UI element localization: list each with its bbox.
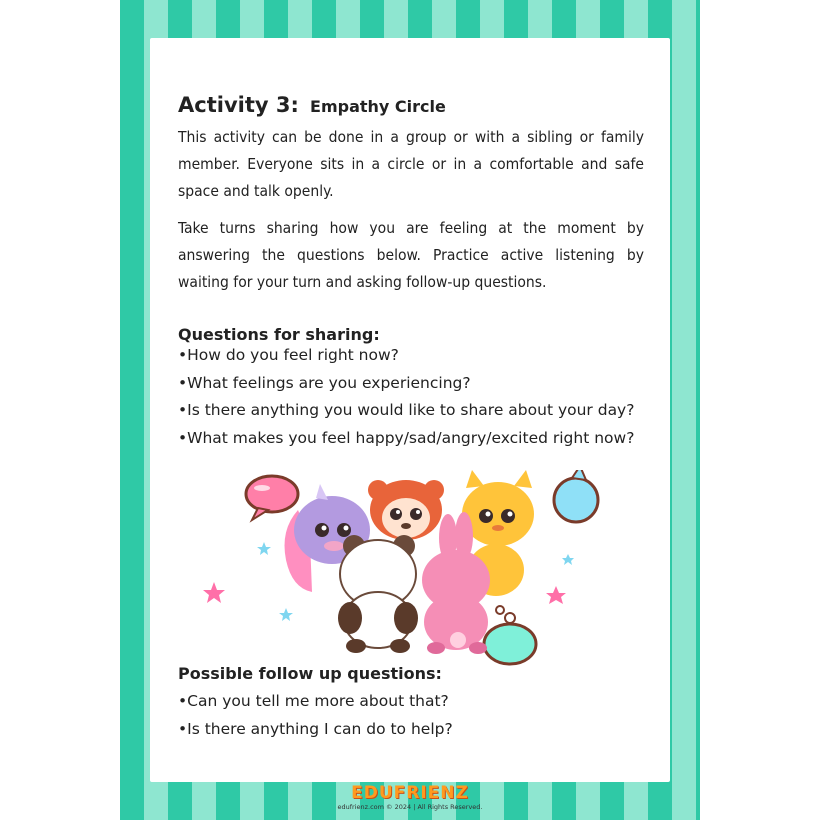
list-item: • What feelings are you experiencing?: [178, 370, 634, 398]
copyright-text: edufrienz.com © 2024 | All Rights Reserved.: [337, 803, 483, 811]
sharing-questions-list: [178, 342, 634, 452]
followup-heading: Possible follow up questions:: [178, 664, 442, 683]
brand-logo: EDUFRIENZ: [351, 783, 469, 803]
red-panda-character: [368, 480, 444, 540]
list-item: • Can you tell me more about that?: [178, 688, 453, 716]
intro-paragraph-1: This activity can be done in a group or with a sibling or family member. Everyone sits in a circle or in a comfortable and safe space and talk openly.: [178, 128, 644, 200]
list-item: • What makes you feel happy/sad/angry/excited right now?: [178, 425, 634, 453]
characters-illustration: [200, 470, 620, 670]
intro-paragraph-2: Take turns sharing how you are feeling at the moment by answering the questions below. Practice active listening by waiting for your turn and asking follow-up questions.: [178, 219, 644, 291]
footer: [300, 784, 520, 812]
list-item: • How do you feel right now?: [178, 342, 634, 370]
activity-label: Activity 3:: [178, 93, 299, 117]
sharing-heading: Questions for sharing:: [178, 325, 380, 344]
panda-character: [338, 535, 418, 653]
speech-bubble-pink-icon: [246, 476, 298, 520]
followup-questions-list: [178, 688, 453, 743]
list-item: • Is there anything I can do to help?: [178, 716, 453, 744]
speech-bubble-blue-icon: [554, 470, 598, 522]
activity-title: [178, 82, 446, 120]
list-item: • Is there anything you would like to share about your day?: [178, 397, 634, 425]
speech-bubble-mint-icon: [484, 606, 536, 664]
activity-name: Empathy Circle: [310, 97, 446, 116]
